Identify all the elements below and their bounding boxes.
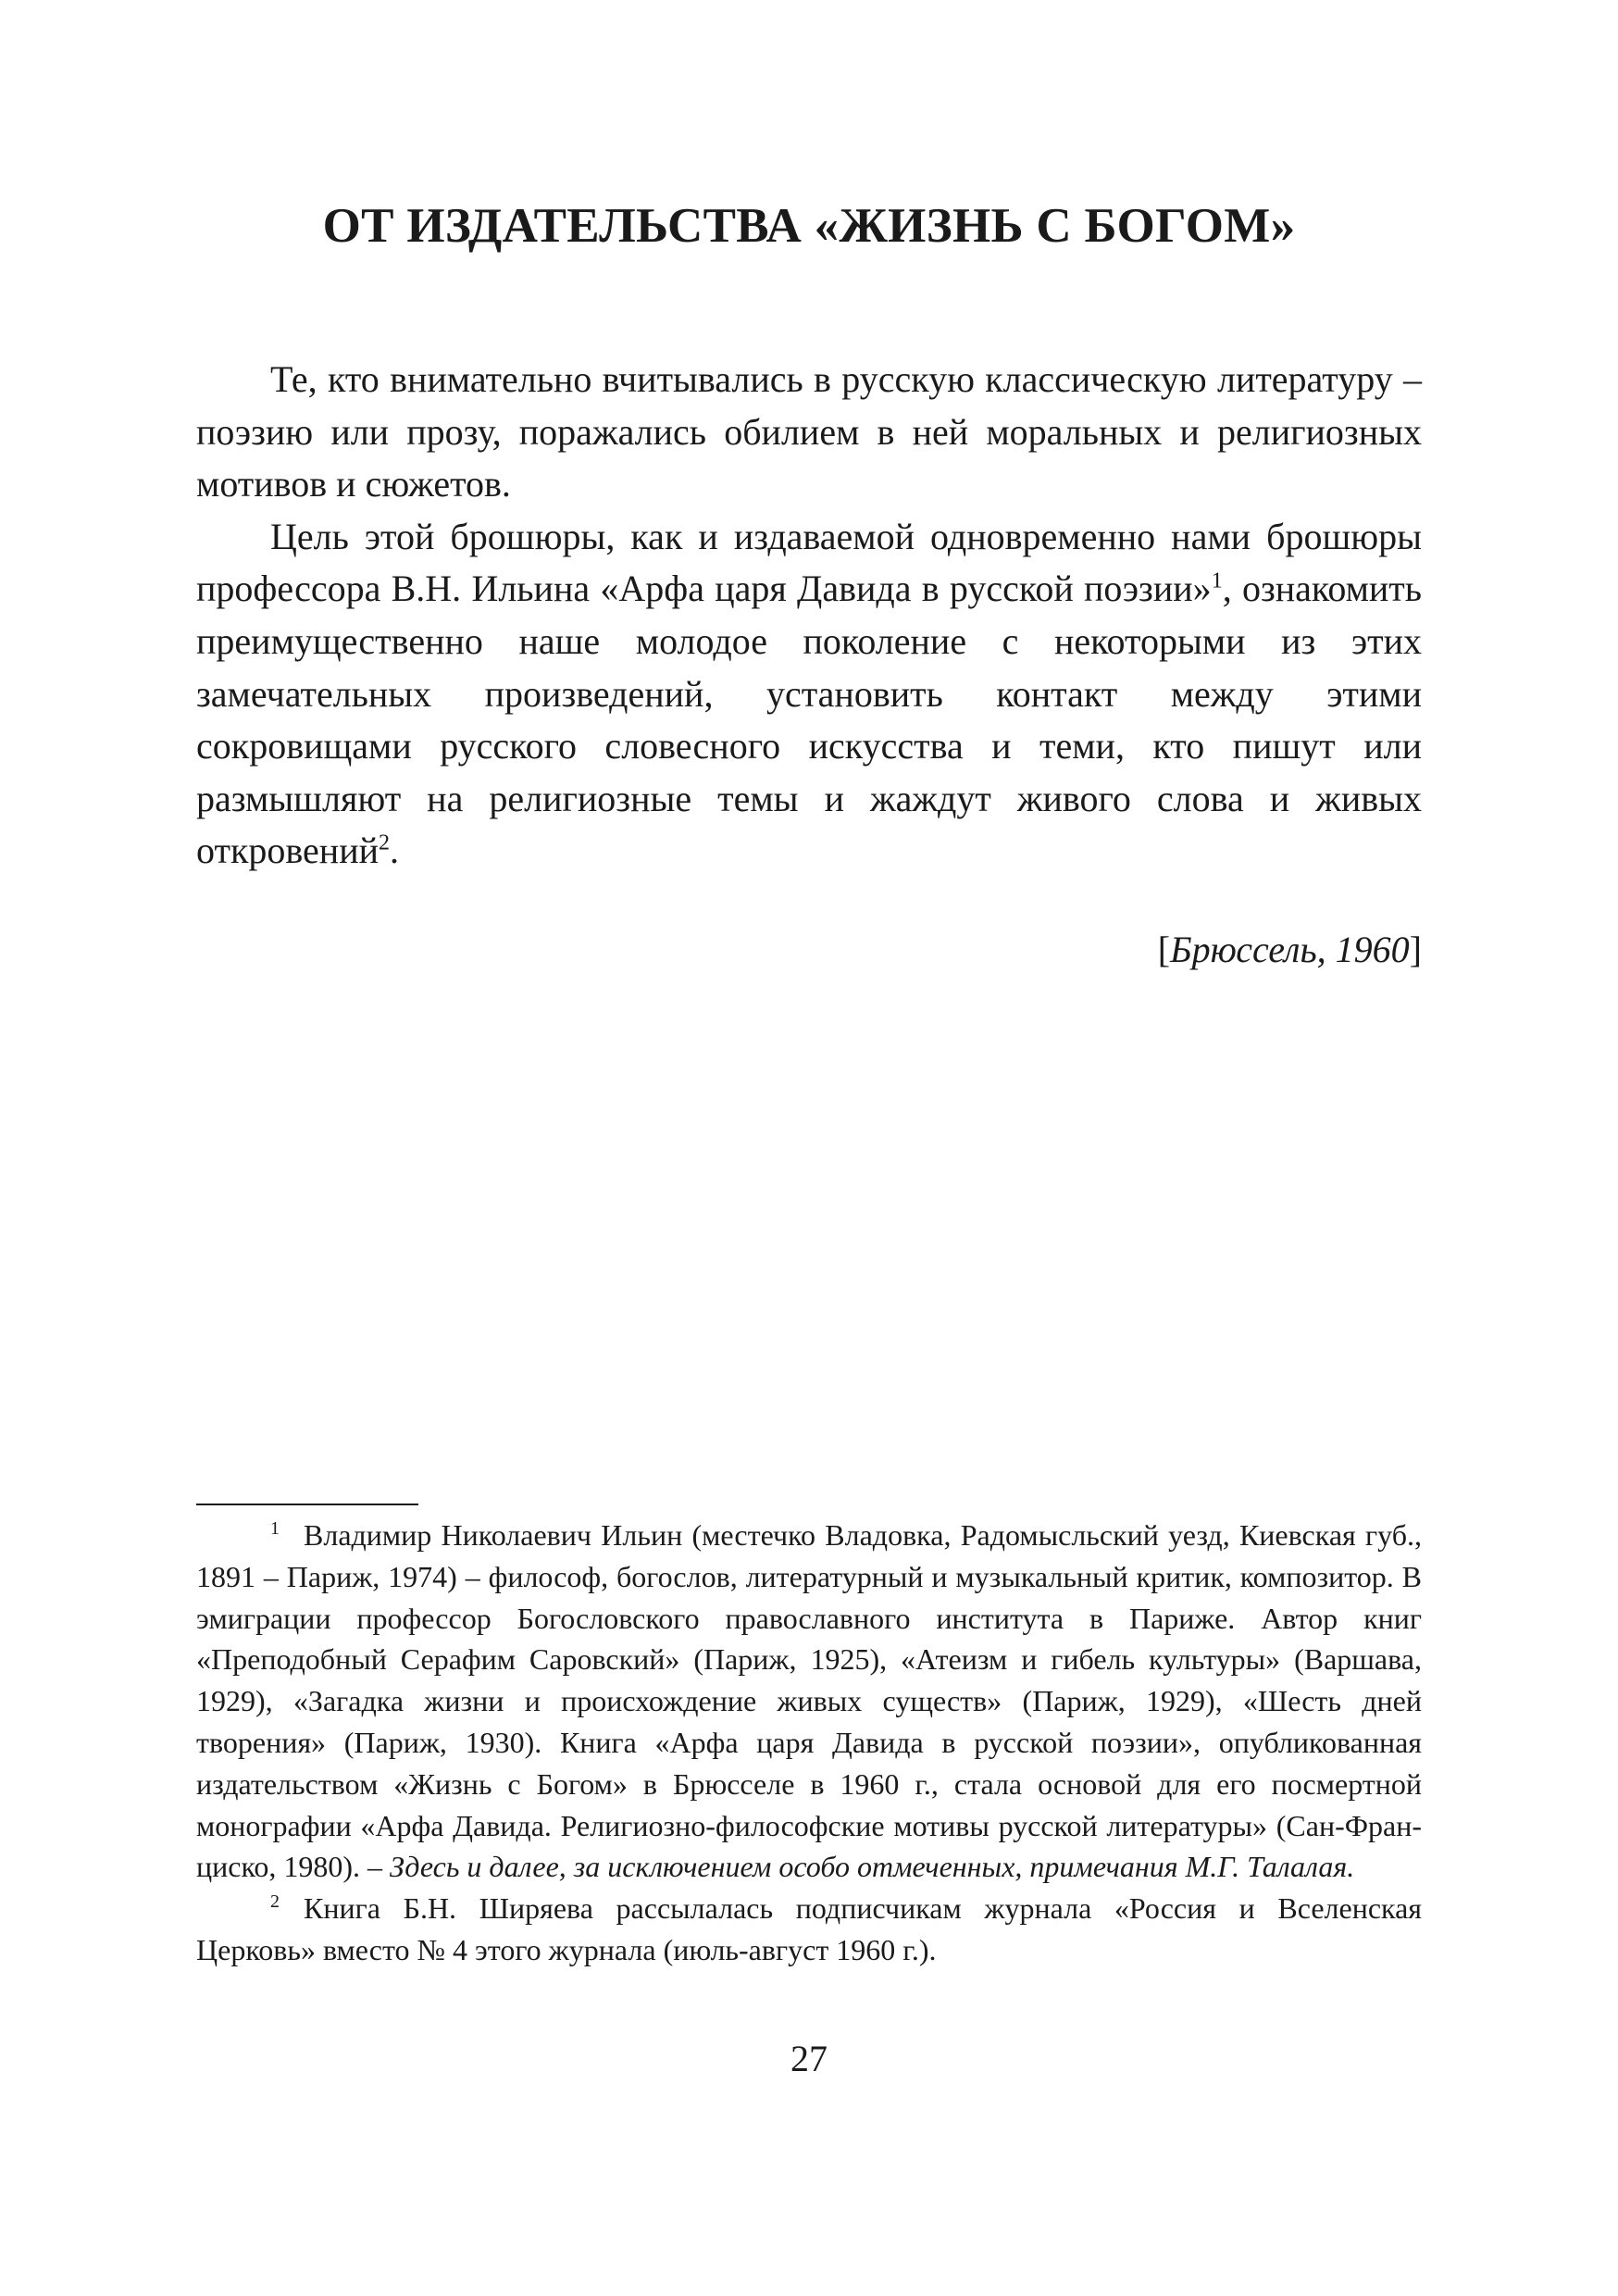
open-bracket: [ [1157,929,1171,970]
place-date: Брюссель, 1960 [1170,929,1410,970]
footnote-2-text: Книга Б.Н. Ширяева рассылалась подписчикам журнала «Россия и Вселенская Церковь» вместо № 4 этого журнала (июль-август 1960 г.). [196,1891,1422,1966]
page-number: 27 [790,2038,828,2079]
close-bracket: ] [1409,929,1422,970]
chapter-title: ОТ ИЗДАТЕЛЬСТВА «ЖИЗНЬ С БОГОМ» [322,199,1296,253]
paragraph-2 [196,511,1422,878]
paragraph-2-part-b: , ознакомить преимущественно наше молодое поколение с некоторыми из этих замечательных произведений, установить контакт между этими сокровищами русского словесного искусства и теми, кто пишут или размышляют на религиозные темы и жаждут живого слова и живых откровений [196,568,1423,872]
main-text [196,354,1422,878]
footnotes [196,1515,1422,1971]
footnote-ref-2[interactable]: 2 [379,831,391,856]
paragraph-2-part-a: Цель этой брошюры, как и издаваемой одновременно нами брошюры профессора В.Н. Ильина «Арфа царя Давида в русской поэзии» [196,515,1422,610]
footnote-ref-1[interactable]: 1 [1211,569,1223,594]
footnote-2 [196,1888,1422,1971]
paragraph-1: Те, кто внимательно вчитывались в русскую классическую литературу – поэзию или прозу, поражались обилием в ней моральных и религиозных мотивов и сюжетов. [196,358,1422,505]
paragraph-2-part-c: . [390,830,400,872]
footnote-separator [196,1504,418,1505]
footnote-1-editor-note: – Здесь и далее, за исключением особо отмеченных, примечания М.Г. Талалая. [367,1850,1355,1884]
footnote-1-marker: 1 [270,1518,280,1539]
footnote-1 [196,1515,1422,1888]
place-date-signature [196,924,1422,976]
footnote-1-text: Владимир Николаевич Ильин (местечко Владовка, Радомысльский уезд, Киевская губ., 1891 – Париж, 1974) – философ, богослов, литературный и музыкальный критик, композитор. В эмиграции профессор Богословского православного института в Париже. Автор книг «Преподобный Серафим Саровский» (Париж, 1925), «Атеизм и гибель культуры» (Варшава, 1929), «Загадка жизни и происхождение живых существ» (Париж, 1929), «Шесть дней творения» (Париж, 1930). Книга «Арфа царя Давида в русской поэзии», опубликованная издательством «Жизнь с Богом» в Брюсселе в 1960 г., стала основой для его посмертной монографии «Арфа Давида. Религиозно-философские мотивы русской литературы» (Сан-Франциско, 1980). [196,1518,1422,1884]
footnote-2-marker: 2 [270,1891,280,1913]
